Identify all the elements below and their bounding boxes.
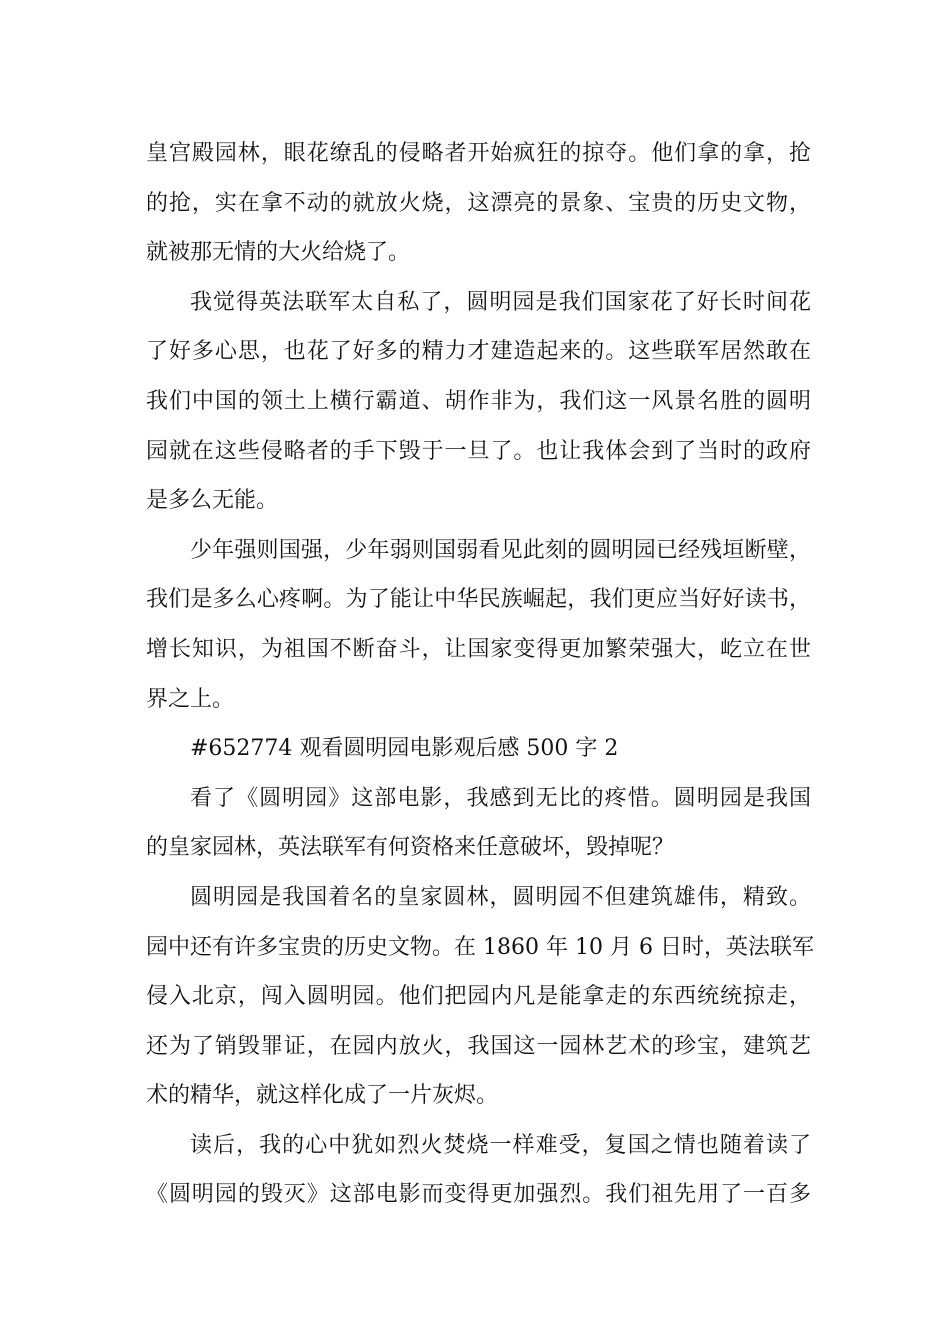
text-line: 我们中国的领土上横行霸道、胡作非为，我们这一风景名胜的圆明 — [146, 388, 811, 414]
text-line: 还为了销毁罪证，在园内放火，我国这一园林艺术的珍宝，建筑艺 — [146, 1033, 811, 1059]
text-line: 我们是多么心疼啊。为了能让中华民族崛起，我们更应当好好读书， — [146, 587, 811, 613]
paragraph — [146, 1121, 811, 1220]
paragraph — [146, 526, 811, 724]
text-line: 读后，我的心中犹如烈火焚烧一样难受，复国之情也随着读了 — [190, 1132, 811, 1158]
text-line: 园中还有许多宝贵的历史文物。在 1860 年 10 月 6 日时，英法联军 — [146, 934, 814, 960]
text-line: 增长知识，为祖国不断奋斗，让国家变得更加繁荣强大，屹立在世 — [146, 636, 811, 662]
text-line: 了好多心思，也花了好多的精力才建造起来的。这些联军居然敢在 — [146, 339, 811, 365]
text-line: 的皇家园林，英法联军有何资格来任意破坏，毁掉呢？ — [146, 835, 675, 861]
document-body — [146, 129, 814, 1220]
text-line: 界之上。 — [146, 686, 235, 712]
text-line: 侵入北京，闯入圆明园。他们把园内凡是能拿走的东西统统掠走， — [146, 984, 811, 1010]
paragraph — [146, 129, 811, 278]
paragraph — [146, 724, 811, 774]
text-line: #652774 观看圆明园电影观后感 500 字 2 — [190, 736, 619, 762]
text-line: 术的精华，就这样化成了一片灰烬。 — [146, 1083, 499, 1109]
paragraph — [146, 873, 814, 1121]
text-line: 圆明园是我国着名的皇家圆林，圆明园不但建筑雄伟，精致。 — [190, 884, 811, 910]
text-line: 看了《圆明园》这部电影，我感到无比的疼惜。圆明园是我国 — [190, 785, 811, 811]
text-line: 《圆明园的毁灭》这部电影而变得更加强烈。我们祖先用了一百多 — [146, 1182, 811, 1208]
text-line: 少年强则国强，少年弱则国弱看见此刻的圆明园已经残垣断壁， — [190, 537, 811, 563]
text-line: 的抢，实在拿不动的就放火烧，这漂亮的景象、宝贵的历史文物， — [146, 190, 811, 216]
text-line: 就被那无情的大火给烧了。 — [146, 240, 411, 266]
paragraph — [146, 278, 811, 526]
text-line: 是多么无能。 — [146, 488, 279, 514]
text-line: 我觉得英法联军太自私了，圆明园是我们国家花了好长时间花 — [190, 289, 811, 315]
text-line: 皇宫殿园林，眼花缭乱的侵略者开始疯狂的掠夺。他们拿的拿，抢 — [146, 141, 811, 166]
text-line: 园就在这些侵略者的手下毁于一旦了。也让我体会到了当时的政府 — [146, 438, 811, 464]
paragraph — [146, 774, 811, 873]
